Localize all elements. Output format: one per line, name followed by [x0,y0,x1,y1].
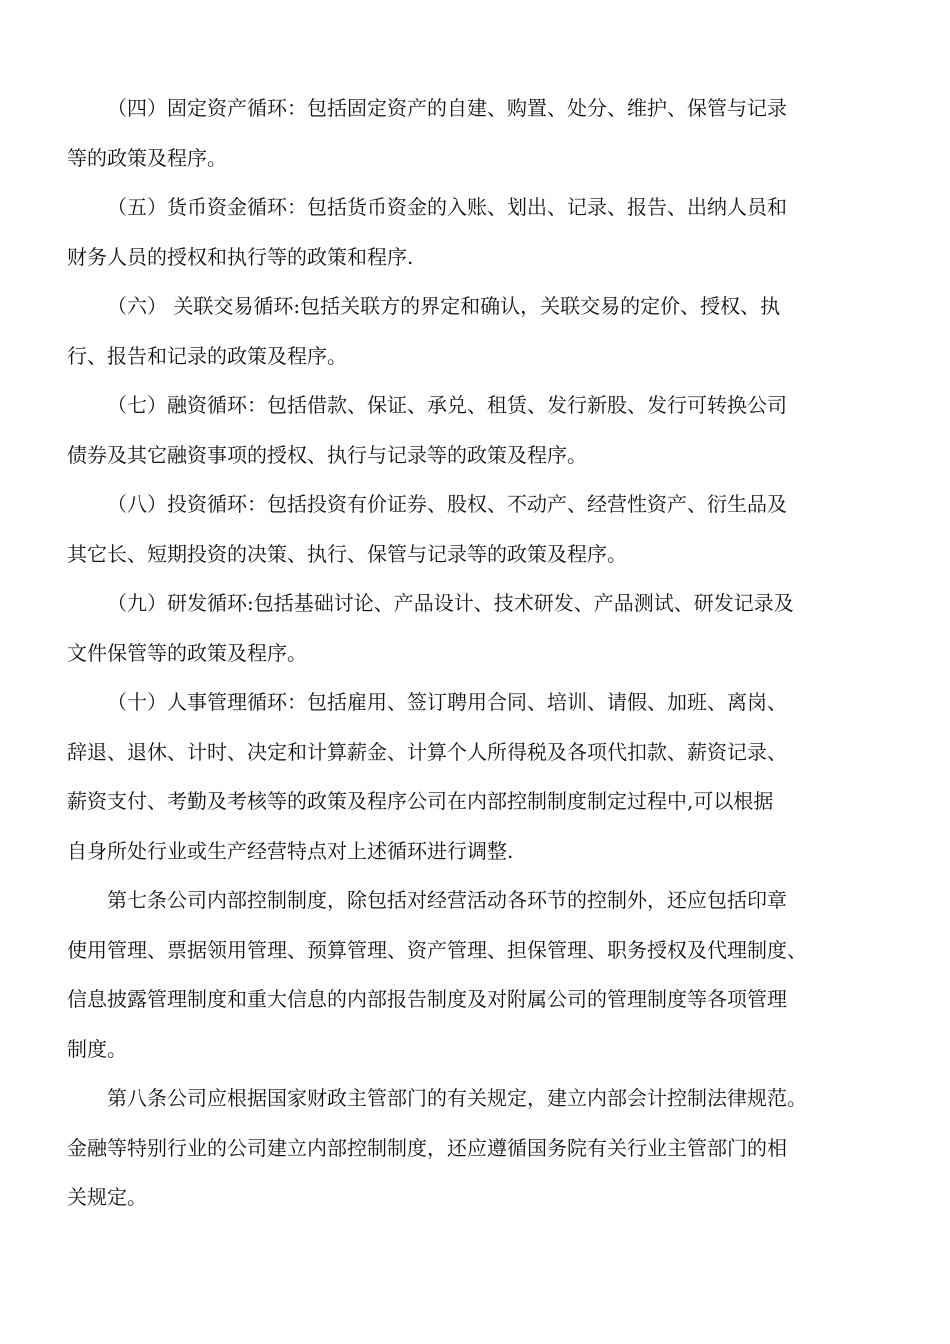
text-line: 第八条公司应根据国家财政主管部门的有关规定，建立内部会计控制法律规范。 [107,1086,807,1110]
paragraph-cash-cycle [67,183,887,282]
text-line: 金融等特别行业的公司建立内部控制制度，还应遵循国务院有关行业主管部门的相 [67,1135,787,1160]
paragraph-article-8 [67,1074,887,1223]
text-line: 债券及其它融资事项的授权、执行与记录等的政策及程序。 [67,442,587,467]
text-line: （四）固定资产循环：包括固定资产的自建、购置、处分、维护、保管与记录 [107,96,787,120]
text-line: （五）货币资金循环：包括货币资金的入账、划出、记录、报告、出纳人员和 [107,195,787,219]
text-line: 薪资支付、考勤及考核等的政策及程序公司在内部控制制度制定过程中,可以根据 [67,789,774,813]
paragraph-financing-cycle [67,381,887,480]
text-line: 其它长、短期投资的决策、执行、保管与记录等的政策及程序。 [67,541,627,566]
paragraph-investment-cycle [67,480,887,579]
text-line: （六） 关联交易循环:包括关联方的界定和确认，关联交易的定价、授权、执 [107,294,781,318]
text-line: 等的政策及程序。 [67,145,227,170]
text-line: 辞退、退休、计时、决定和计算薪金、计算个人所得税及各项代扣款、薪资记录、 [67,739,787,764]
text-line: 文件保管等的政策及程序。 [67,640,307,665]
text-line: 信息披露管理制度和重大信息的内部报告制度及对附属公司的管理制度等各项管理 [67,987,787,1011]
paragraph-related-party-cycle [67,282,887,381]
text-line: 使用管理、票据领用管理、预算管理、资产管理、担保管理、职务授权及代理制度、 [67,937,807,962]
text-line: 财务人员的授权和执行等的政策和程序. [67,244,414,269]
text-line: （七）融资循环：包括借款、保证、承兑、租赁、发行新股、发行可转换公司 [107,393,787,417]
paragraph-article-7 [67,876,887,1074]
text-line: （十）人事管理循环：包括雇用、签订聘用合同、培训、请假、加班、离岗、 [107,690,787,714]
text-line: 第七条公司内部控制制度，除包括对经营活动各环节的控制外，还应包括印章 [107,888,787,912]
text-line: （九）研发循环:包括基础讨论、产品设计、技术研发、产品测试、研发记录及 [107,591,794,615]
document-body [67,84,887,1223]
paragraph-rd-cycle [67,579,887,678]
text-line: 自身所处行业或生产经营特点对上述循环进行调整. [67,838,514,863]
text-line: （八）投资循环：包括投资有价证券、股权、不动产、经营性资产、衍生品及 [107,492,787,516]
paragraph-fixed-asset-cycle [67,84,887,183]
text-line: 制度。 [67,1036,127,1061]
text-line: 行、报告和记录的政策及程序。 [67,343,347,368]
text-line: 关规定。 [67,1185,147,1209]
paragraph-hr-cycle [67,678,887,876]
